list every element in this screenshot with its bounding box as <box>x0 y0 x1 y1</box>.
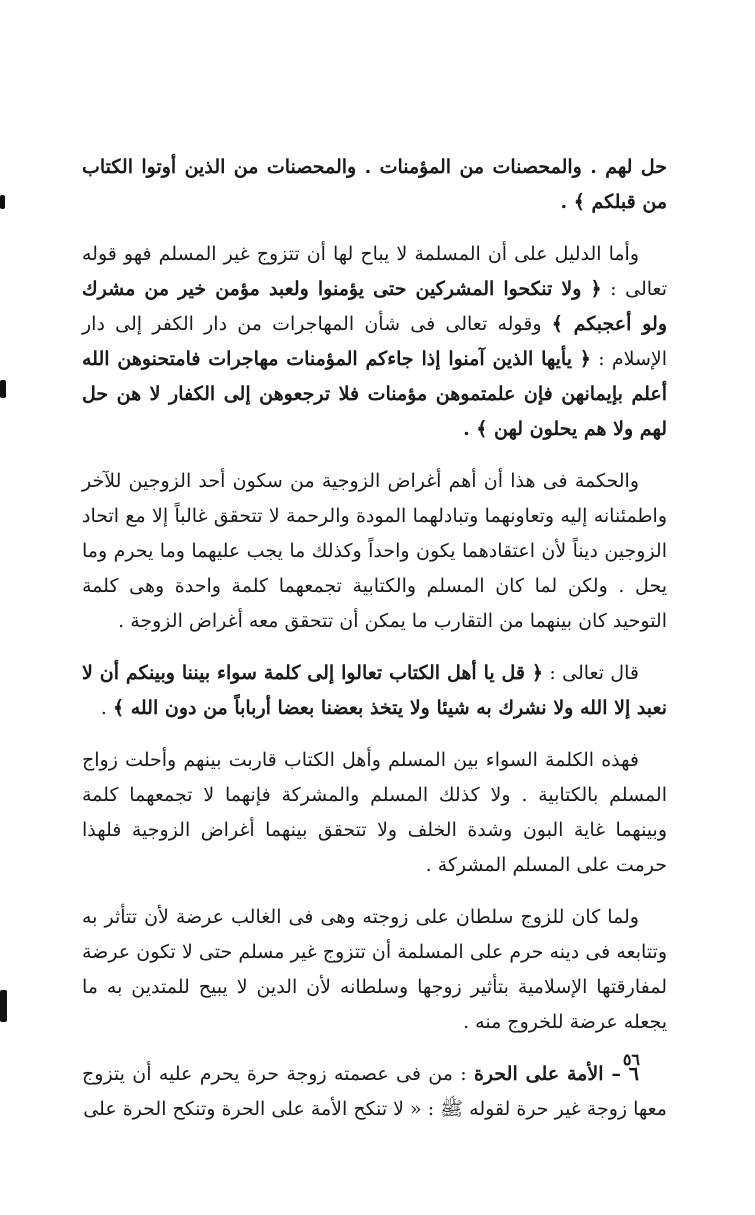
paragraph-6 <box>82 900 667 1040</box>
quran-verse: حل لهم . والمحصنات من المؤمنات . والمحصنات من الذين أوتوا الكتاب من قبلكم ﴾ . <box>82 156 667 213</box>
text-run: قال تعالى : <box>543 662 639 684</box>
page-body <box>82 150 667 1144</box>
paragraph-4 <box>82 656 667 726</box>
paragraph-5 <box>82 743 667 883</box>
text-run: والحكمة فى هذا أن أهم أغراض الزوجية من سكون أحد الزوجين للآخر واطمئنانه إليه وتعاونهما وتبادلهما المودة والرحمة لا تتحقق غالباً إلا مع اتحاد الزوجين ديناً لأن اعتقادهما يكون واحداً وكذلك ما يجب عليهما وما يحرم وما يحل . ولكن لما كان المسلم والكتابية تجمعهما كلمة واحدة وهى كلمة التوحيد كان بينهما من التقارب ما يمكن أن تتحقق معه أغراض الزوجة . <box>82 470 667 632</box>
text-run: وقوله تعالى فى شأن المهاجرات من دار الكفر إلى دار الإسلام : <box>82 313 667 370</box>
section-heading: ٦ – الأمة على الحرة <box>473 1063 639 1085</box>
text-run: . <box>100 697 113 719</box>
text-run: فهذه الكلمة السواء بين المسلم وأهل الكتاب قاربت بينهم وأحلت زواج المسلم بالكتابية . ولا كذلك المسلم والمشركة فإنهما لا تجمعهما كلمة وبينهما غاية البون وشدة الخلف ولا تتحقق بينهما أغراض الزوجية فلهذا حرمت على المسلم المشركة . <box>82 749 667 876</box>
page-number: ٥٦ <box>622 1050 640 1069</box>
scan-edge-mark <box>0 380 6 398</box>
quran-verse: ﴿ قل يا أهل الكتاب تعالوا إلى كلمة سواء بيننا وبينكم أن لا نعبد إلا الله ولا نشرك به شيئا ولا يتخذ بعضنا بعضا أرباباً من دون الله ﴾ <box>82 662 667 719</box>
quran-verse: ﴿ ولا تنكحوا المشركين حتى يؤمنوا ولعبد مؤمن خير من مشرك ولو أعجبكم ﴾ <box>82 278 667 335</box>
scan-edge-mark <box>0 195 5 209</box>
quran-verse: ﴿ يأيها الذين آمنوا إذا جاءكم المؤمنات مهاجرات فامتحنوهن الله أعلم بإيمانهن فإن علمتموهن مؤمنات فلا ترجعوهن إلى الكفار لا هن حل لهم ولا هم يحلون لهن ﴾ . <box>82 348 667 440</box>
text-run: : من فى عصمته زوجة حرة يحرم عليه أن يتزوج معها زوجة غير حرة لقوله ﷺ : « لا تنكح الأمة على الحرة وتنكح الحرة على <box>82 1063 667 1120</box>
paragraph-7 <box>82 1057 667 1127</box>
scan-edge-mark <box>0 990 7 1022</box>
text-run: وأما الدليل على أن المسلمة لا يباح لها أن تتزوج غير المسلم فهو قوله تعالى : <box>82 243 667 300</box>
paragraph-2 <box>82 237 667 447</box>
paragraph-1 <box>82 150 667 220</box>
text-run: ولما كان للزوج سلطان على زوجته وهى فى الغالب عرضة لأن تتأثر به وتتابعه فى دينه حرم على المسلمة أن تتزوج غير مسلم حتى لا تكون عرضة لمفارقتها الإسلامية بتأثير زوجها وسلطانه لأن الدين لا يبيح للمتدين به ما يجعله عرضة للخروج منه . <box>82 906 667 1033</box>
paragraph-3 <box>82 464 667 639</box>
